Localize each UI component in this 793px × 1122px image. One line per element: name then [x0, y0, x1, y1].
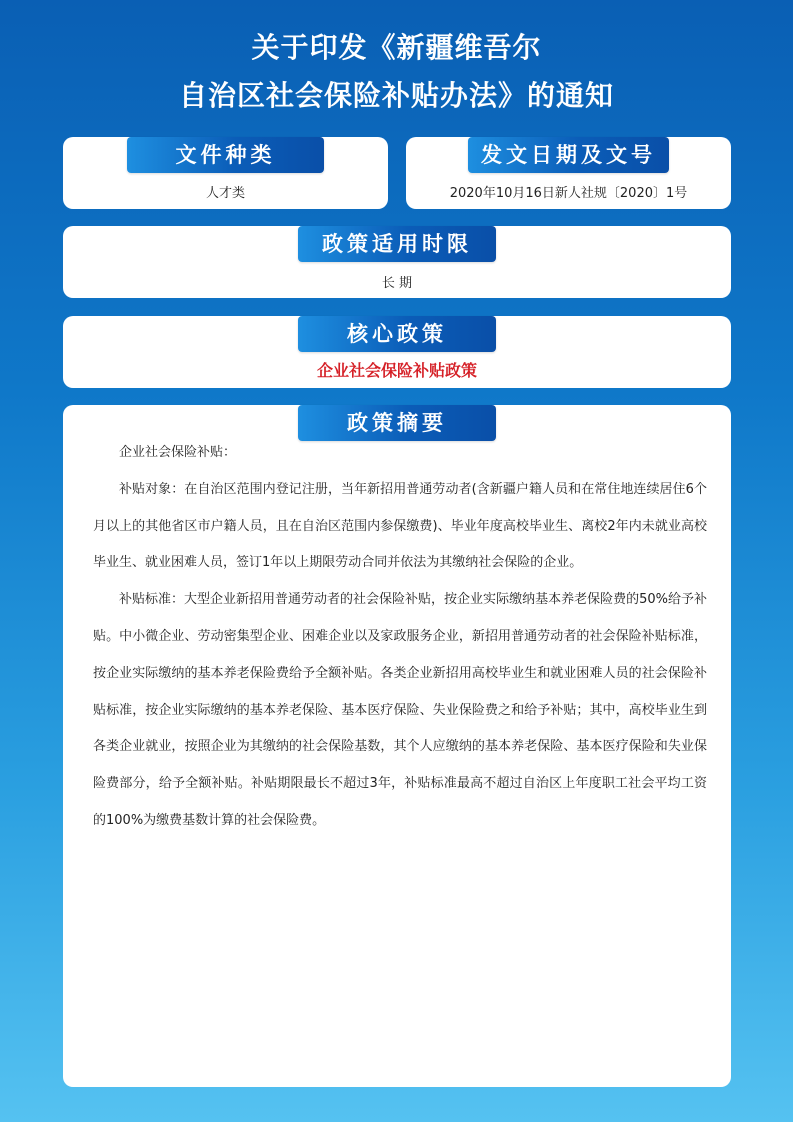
summary-label: 政策摘要 — [298, 405, 496, 441]
title-line-1: 关于印发《新疆维吾尔 — [251, 31, 542, 64]
issue-info-value: 2020年10月16日新人社规〔2020〕1号 — [449, 186, 688, 201]
summary-paragraph: 企业社会保险补贴： — [119, 445, 237, 460]
validity-card — [63, 226, 731, 298]
summary-paragraph: 补贴对象：在自治区范围内登记注册，当年新招用普通劳动者(含新疆户籍人员和在常住地连续居住6个月以上的其他省区市户籍人员，且在自治区范围内参保缴费)、毕业年度高校毕业生、离校2年内未就业高校毕业生、就业困难人员，签订1年以上期限劳动合同并依法为其缴纳社会保险的企业。 — [93, 481, 707, 571]
core-policy-value: 企业社会保险补贴政策 — [316, 361, 477, 380]
issue-info-label: 发文日期及文号 — [468, 137, 669, 173]
doc-type-card — [63, 137, 388, 209]
validity-value: 长 期 — [381, 276, 413, 291]
validity-label: 政策适用时限 — [298, 226, 496, 262]
doc-type-label: 文件种类 — [127, 137, 324, 173]
core-policy-card — [63, 316, 731, 388]
issue-info-card — [406, 137, 731, 209]
summary-body — [93, 435, 707, 840]
summary-card — [63, 405, 731, 1087]
title-line-2: 自治区社会保险补贴办法》的通知 — [178, 79, 614, 112]
core-policy-label: 核心政策 — [298, 316, 496, 352]
summary-paragraph: 补贴标准：大型企业新招用普通劳动者的社会保险补贴，按企业实际缴纳基本养老保险费的50%给予补贴。中小微企业、劳动密集型企业、困难企业以及家政服务企业，新招用普通劳动者的社会保险补贴标准，按企业实际缴纳的基本养老保险费给予全额补贴。各类企业新招用高校毕业生和就业困难人员的社会保险补贴标准，按企业实际缴纳的基本养老保险、基本医疗保险、失业保险费之和给予补贴；其中，高校毕业生到各类企业就业，按照企业为其缴纳的社会保险基数，其个人应缴纳的基本养老保险、基本医疗保险和失业保险费部分，给予全额补贴。补贴期限最长不超过3年，补贴标准最高不超过自治区上年度职工社会平均工资的100%为缴费基数计算的社会保险费。 — [93, 592, 707, 828]
doc-type-value: 人才类 — [205, 186, 245, 201]
